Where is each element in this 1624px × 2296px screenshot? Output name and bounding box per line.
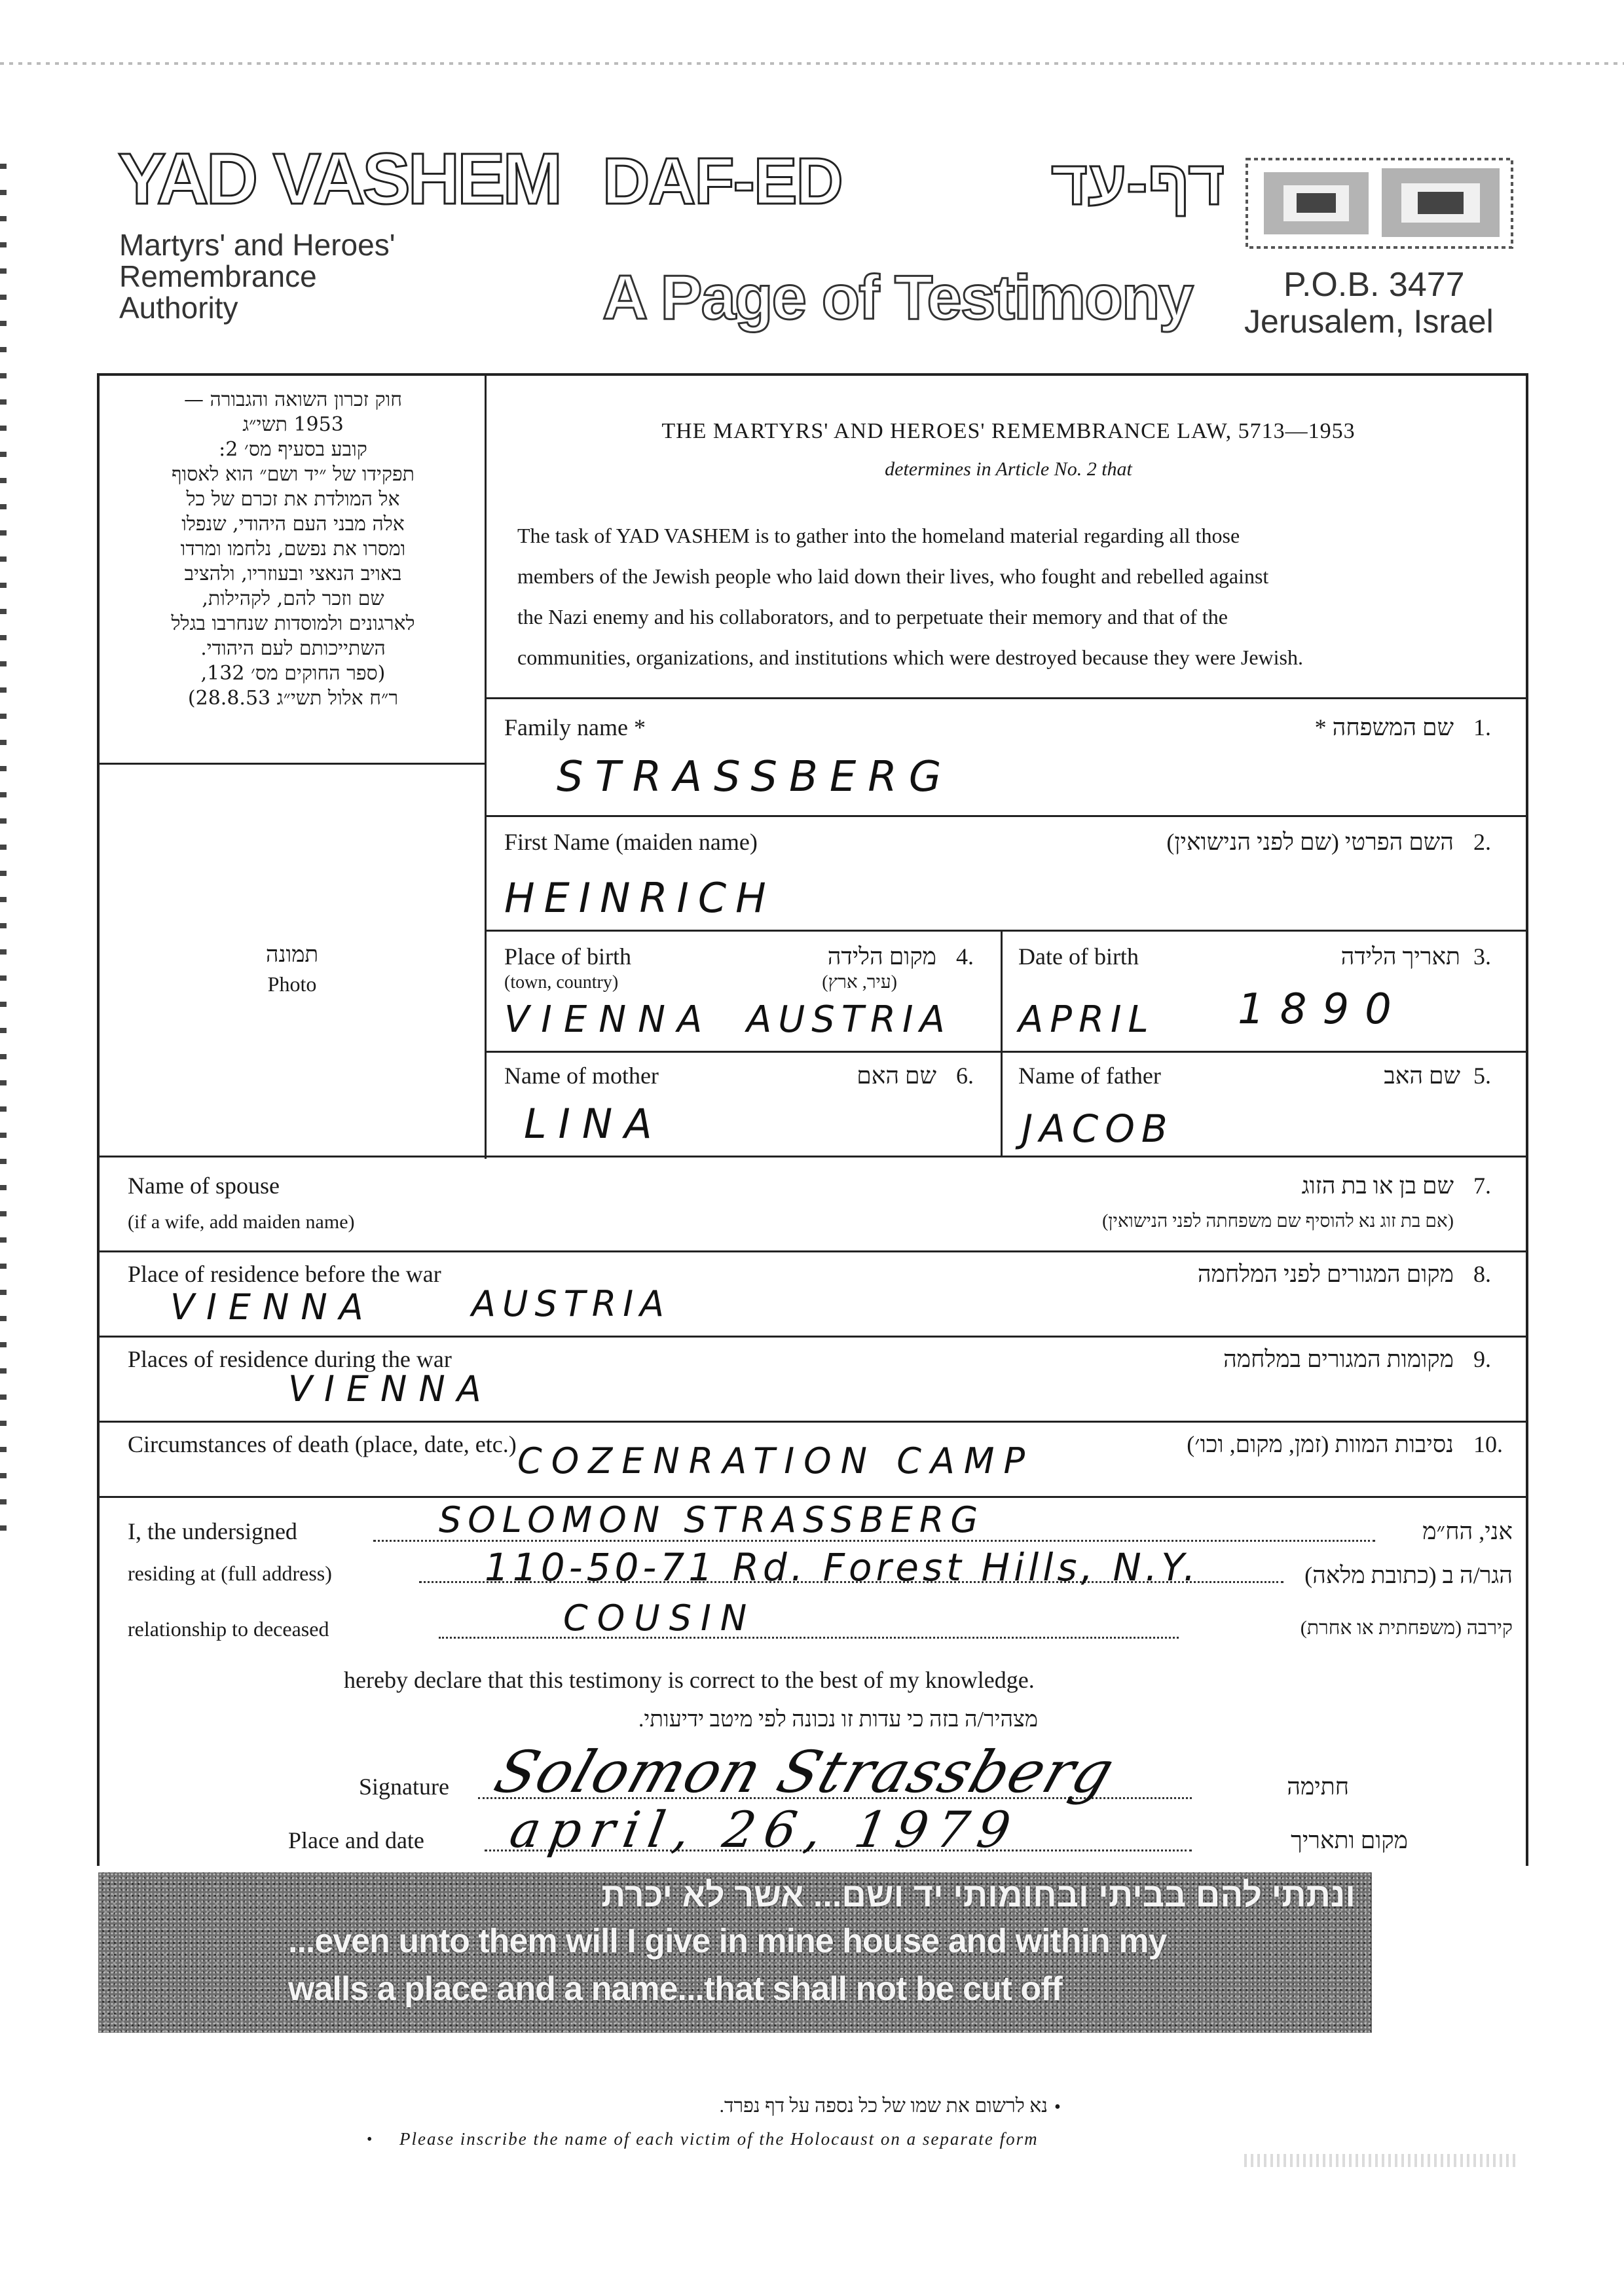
field-rule bbox=[97, 1496, 1528, 1498]
birthplace-city-value[interactable]: VIENNA bbox=[504, 998, 714, 1041]
law-hebrew-line: ומסרו את נפשם, נלחמו ומרדו bbox=[180, 538, 406, 560]
law-text-line-1: The task of YAD VASHEM is to gather into the homeland material regarding all those bbox=[517, 524, 1240, 547]
undersigned-value[interactable]: SOLOMON STRASSBERG bbox=[439, 1499, 985, 1540]
law-hebrew-line: אלה מבני העם היהודי, שנפלו bbox=[181, 513, 405, 536]
address-hebrew: הגר/ה ב (כתובת מלאה) bbox=[1304, 1562, 1513, 1588]
field-rule bbox=[485, 1051, 1526, 1053]
field-divider bbox=[1001, 930, 1003, 1156]
undersigned-label: I, the undersigned bbox=[128, 1518, 297, 1544]
law-hebrew-line: תפקידו של ״יד ושם״ הוא לאסוף bbox=[172, 463, 415, 486]
mother-hebrew: שם האם bbox=[857, 1063, 936, 1089]
birthplace-country-value[interactable]: AUSTRIA bbox=[747, 998, 951, 1041]
law-hebrew-line: ר״ח אלול תשי״ג 28.8.53) bbox=[187, 687, 399, 710]
scan-edge-left bbox=[0, 164, 7, 1539]
birthdate-label: Date of birth bbox=[1018, 943, 1139, 970]
footer-hebrew: נא לרשום את שמו של כל נספה על דף נפרד. bbox=[719, 2095, 1048, 2117]
death-circumstances-value[interactable]: COZENRATION CAMP bbox=[517, 1440, 1035, 1482]
daf-ed-title: DAF-ED bbox=[602, 145, 842, 218]
relation-value[interactable]: COUSIN bbox=[563, 1597, 756, 1639]
birthplace-label: Place of birth bbox=[504, 943, 631, 970]
law-title: THE MARTYRS' AND HEROES' REMEMBRANCE LAW, 5713—1953 bbox=[661, 419, 1356, 443]
signature-hebrew: חתימה bbox=[1287, 1774, 1349, 1800]
law-column-bottom-rule bbox=[100, 763, 485, 765]
place-date-hebrew: מקום ותאריך bbox=[1291, 1827, 1408, 1853]
law-hebrew-line: קובע בסעיף מס׳ 2: bbox=[219, 438, 367, 461]
scan-edge-top bbox=[0, 62, 1624, 65]
birthplace-hebrew-sub: (עיר, ארץ) bbox=[822, 972, 897, 993]
law-hebrew-line: השתייכותם לעם היהודי. bbox=[200, 637, 386, 660]
law-hebrew-line: שם וזכר להם, לקהילות, bbox=[202, 587, 384, 610]
field-rule bbox=[97, 1336, 1528, 1338]
org-line-1: Martyrs' and Heroes' bbox=[119, 228, 396, 262]
law-subtitle: determines in Article No. 2 that bbox=[885, 458, 1132, 480]
first-name-hebrew: השם הפרטי (שם לפני הנישואין) bbox=[1166, 829, 1454, 855]
spouse-hebrew: שם בן או בת הזוג bbox=[1301, 1173, 1454, 1199]
form-left-border bbox=[97, 373, 100, 1866]
mother-label: Name of mother bbox=[504, 1063, 659, 1089]
residence-before-city-value[interactable]: VIENNA bbox=[170, 1286, 375, 1328]
form-divider-vertical bbox=[485, 373, 487, 1159]
relation-hebrew: קירבה (משפחתית או אחרת) bbox=[1300, 1617, 1513, 1639]
spouse-hebrew-sub: (אם בת זוג נא להוסיף שם משפחתה לפני הנישואין) bbox=[1102, 1211, 1454, 1231]
birthplace-sub: (town, country) bbox=[504, 972, 619, 993]
family-name-hebrew: שם המשפחה * bbox=[1314, 714, 1454, 740]
field-rule bbox=[97, 1250, 1528, 1252]
org-line-2: Remembrance bbox=[119, 259, 317, 293]
org-name: YAD VASHEM bbox=[118, 139, 561, 219]
law-text-line-2: members of the Jewish people who laid down their lives, who fought and rebelled against bbox=[517, 564, 1269, 588]
field-rule bbox=[97, 1421, 1528, 1423]
law-hebrew-line: חוק זכרון השואה והגבורה — bbox=[183, 388, 403, 411]
birthplace-num: 4. bbox=[956, 943, 974, 970]
mother-num: 6. bbox=[956, 1063, 974, 1089]
yad-vashem-logo bbox=[1244, 154, 1519, 252]
birthplace-hebrew: מקום הלידה bbox=[827, 943, 936, 970]
quote-banner bbox=[98, 1872, 1372, 2033]
birth-month-value[interactable]: APRIL bbox=[1018, 998, 1155, 1041]
photo-hebrew: תמונה bbox=[265, 943, 319, 967]
address-value[interactable]: 110-50-71 Rd. Forest Hills, N.Y. bbox=[485, 1545, 1200, 1590]
org-line-3: Authority bbox=[119, 291, 238, 325]
field-rule bbox=[485, 815, 1526, 817]
mother-value[interactable]: LINA bbox=[524, 1100, 664, 1148]
law-hebrew-line: באויב הנאצי ובעוזריו, ולהציב bbox=[184, 562, 402, 585]
footer-bullet: • bbox=[367, 2131, 373, 2148]
spouse-num: 7. bbox=[1473, 1173, 1491, 1199]
banner-hebrew: ונתתי להם בביתי ובחומותי יד ושם... אשר לא יכרת bbox=[600, 1876, 1356, 1914]
page-title: A Page of Testimony bbox=[602, 263, 1192, 333]
form-top-border bbox=[97, 373, 1528, 376]
law-text-line-3: the Nazi enemy and his collaborators, and to perpetuate their memory and that of the bbox=[517, 605, 1228, 629]
declaration-text: hereby declare that this testimony is correct to the best of my knowledge. bbox=[344, 1667, 1035, 1693]
birthdate-hebrew: תאריך הלידה bbox=[1340, 943, 1460, 970]
footer-bullet-hebrew: • bbox=[1054, 2097, 1061, 2117]
field-rule bbox=[97, 1156, 1528, 1157]
death-circumstances-label: Circumstances of death (place, date, etc.) bbox=[128, 1431, 517, 1457]
father-label: Name of father bbox=[1018, 1063, 1161, 1089]
law-hebrew-line: אל המולדת את זכרם של כל bbox=[186, 488, 400, 511]
place-date-label: Place and date bbox=[288, 1827, 424, 1853]
residence-during-hebrew: מקומות המגורים במלחמה bbox=[1223, 1346, 1454, 1372]
spouse-label: Name of spouse bbox=[128, 1173, 280, 1199]
declaration-hebrew: מצהיר/ה בזה כי עדות זו נכונה לפי מיטב ידיעותי. bbox=[638, 1707, 1039, 1732]
residence-before-country-value[interactable]: AUSTRIA bbox=[471, 1283, 671, 1324]
city: Jerusalem, Israel bbox=[1244, 303, 1494, 340]
law-text-line-4: communities, organizations, and institutions which were destroyed because they were Jewish. bbox=[517, 646, 1303, 669]
death-circumstances-num: 10. bbox=[1473, 1431, 1503, 1457]
first-name-value[interactable]: HEINRICH bbox=[504, 874, 775, 922]
law-hebrew-column bbox=[115, 388, 471, 711]
relation-label: relationship to deceased bbox=[128, 1617, 329, 1641]
death-circumstances-hebrew: נסיבות המוות (זמן, מקום, וכו׳) bbox=[1187, 1431, 1454, 1457]
undersigned-hebrew: אני, הח״מ bbox=[1422, 1518, 1513, 1544]
father-num: 5. bbox=[1473, 1063, 1491, 1089]
family-name-num: 1. bbox=[1473, 714, 1491, 740]
logo-stamp-graphic bbox=[1244, 154, 1519, 252]
residence-during-num: 9. bbox=[1473, 1346, 1491, 1372]
relation-dotted-line bbox=[439, 1637, 1179, 1639]
family-name-value[interactable]: STRASSBERG bbox=[557, 753, 953, 801]
photo-label: Photo bbox=[267, 972, 317, 996]
residence-during-value[interactable]: VIENNA bbox=[288, 1368, 493, 1410]
banner-line-1: ...even unto them will I give in mine house and within my bbox=[288, 1922, 1167, 1960]
signature-label: Signature bbox=[359, 1774, 449, 1800]
father-value[interactable]: JACOB bbox=[1022, 1106, 1174, 1151]
residence-before-hebrew: מקום המגורים לפני המלחמה bbox=[1197, 1261, 1454, 1287]
law-bottom-rule bbox=[485, 697, 1526, 699]
residence-before-label: Place of residence before the war bbox=[128, 1261, 441, 1287]
family-name-label: Family name * bbox=[504, 714, 646, 740]
birthdate-num: 3. bbox=[1473, 943, 1491, 970]
first-name-num: 2. bbox=[1473, 829, 1491, 855]
signature-value[interactable]: Solomon Strassberg bbox=[487, 1738, 1124, 1806]
scan-smudge bbox=[1244, 2154, 1519, 2167]
residence-before-num: 8. bbox=[1473, 1261, 1491, 1287]
law-hebrew-line: 1953 תשי״ג bbox=[242, 413, 344, 436]
first-name-label: First Name (maiden name) bbox=[504, 829, 758, 855]
law-hebrew-line: לארגונים ולמוסדות שנחרבו בגלל bbox=[171, 612, 415, 635]
residence-during-label: Places of residence during the war bbox=[128, 1346, 452, 1372]
law-hebrew-line: (ספר החוקים מס׳ 132, bbox=[200, 662, 386, 685]
pob: P.O.B. 3477 bbox=[1283, 266, 1465, 304]
daf-ed-hebrew: דף-עד bbox=[1051, 148, 1225, 218]
spouse-sub: (if a wife, add maiden name) bbox=[128, 1211, 355, 1233]
place-date-value[interactable]: april, 26, 1979 bbox=[506, 1800, 1024, 1859]
address-label: residing at (full address) bbox=[128, 1561, 332, 1585]
form-right-border bbox=[1526, 373, 1528, 1866]
banner-line-2: walls a place and a name...that shall not be cut off bbox=[288, 1970, 1062, 2008]
birth-year-value[interactable]: 1890 bbox=[1238, 985, 1407, 1034]
field-rule bbox=[485, 930, 1526, 932]
father-hebrew: שם האב bbox=[1384, 1063, 1460, 1089]
footer-english: Please inscribe the name of each victim of the Holocaust on a separate form bbox=[399, 2129, 1039, 2149]
